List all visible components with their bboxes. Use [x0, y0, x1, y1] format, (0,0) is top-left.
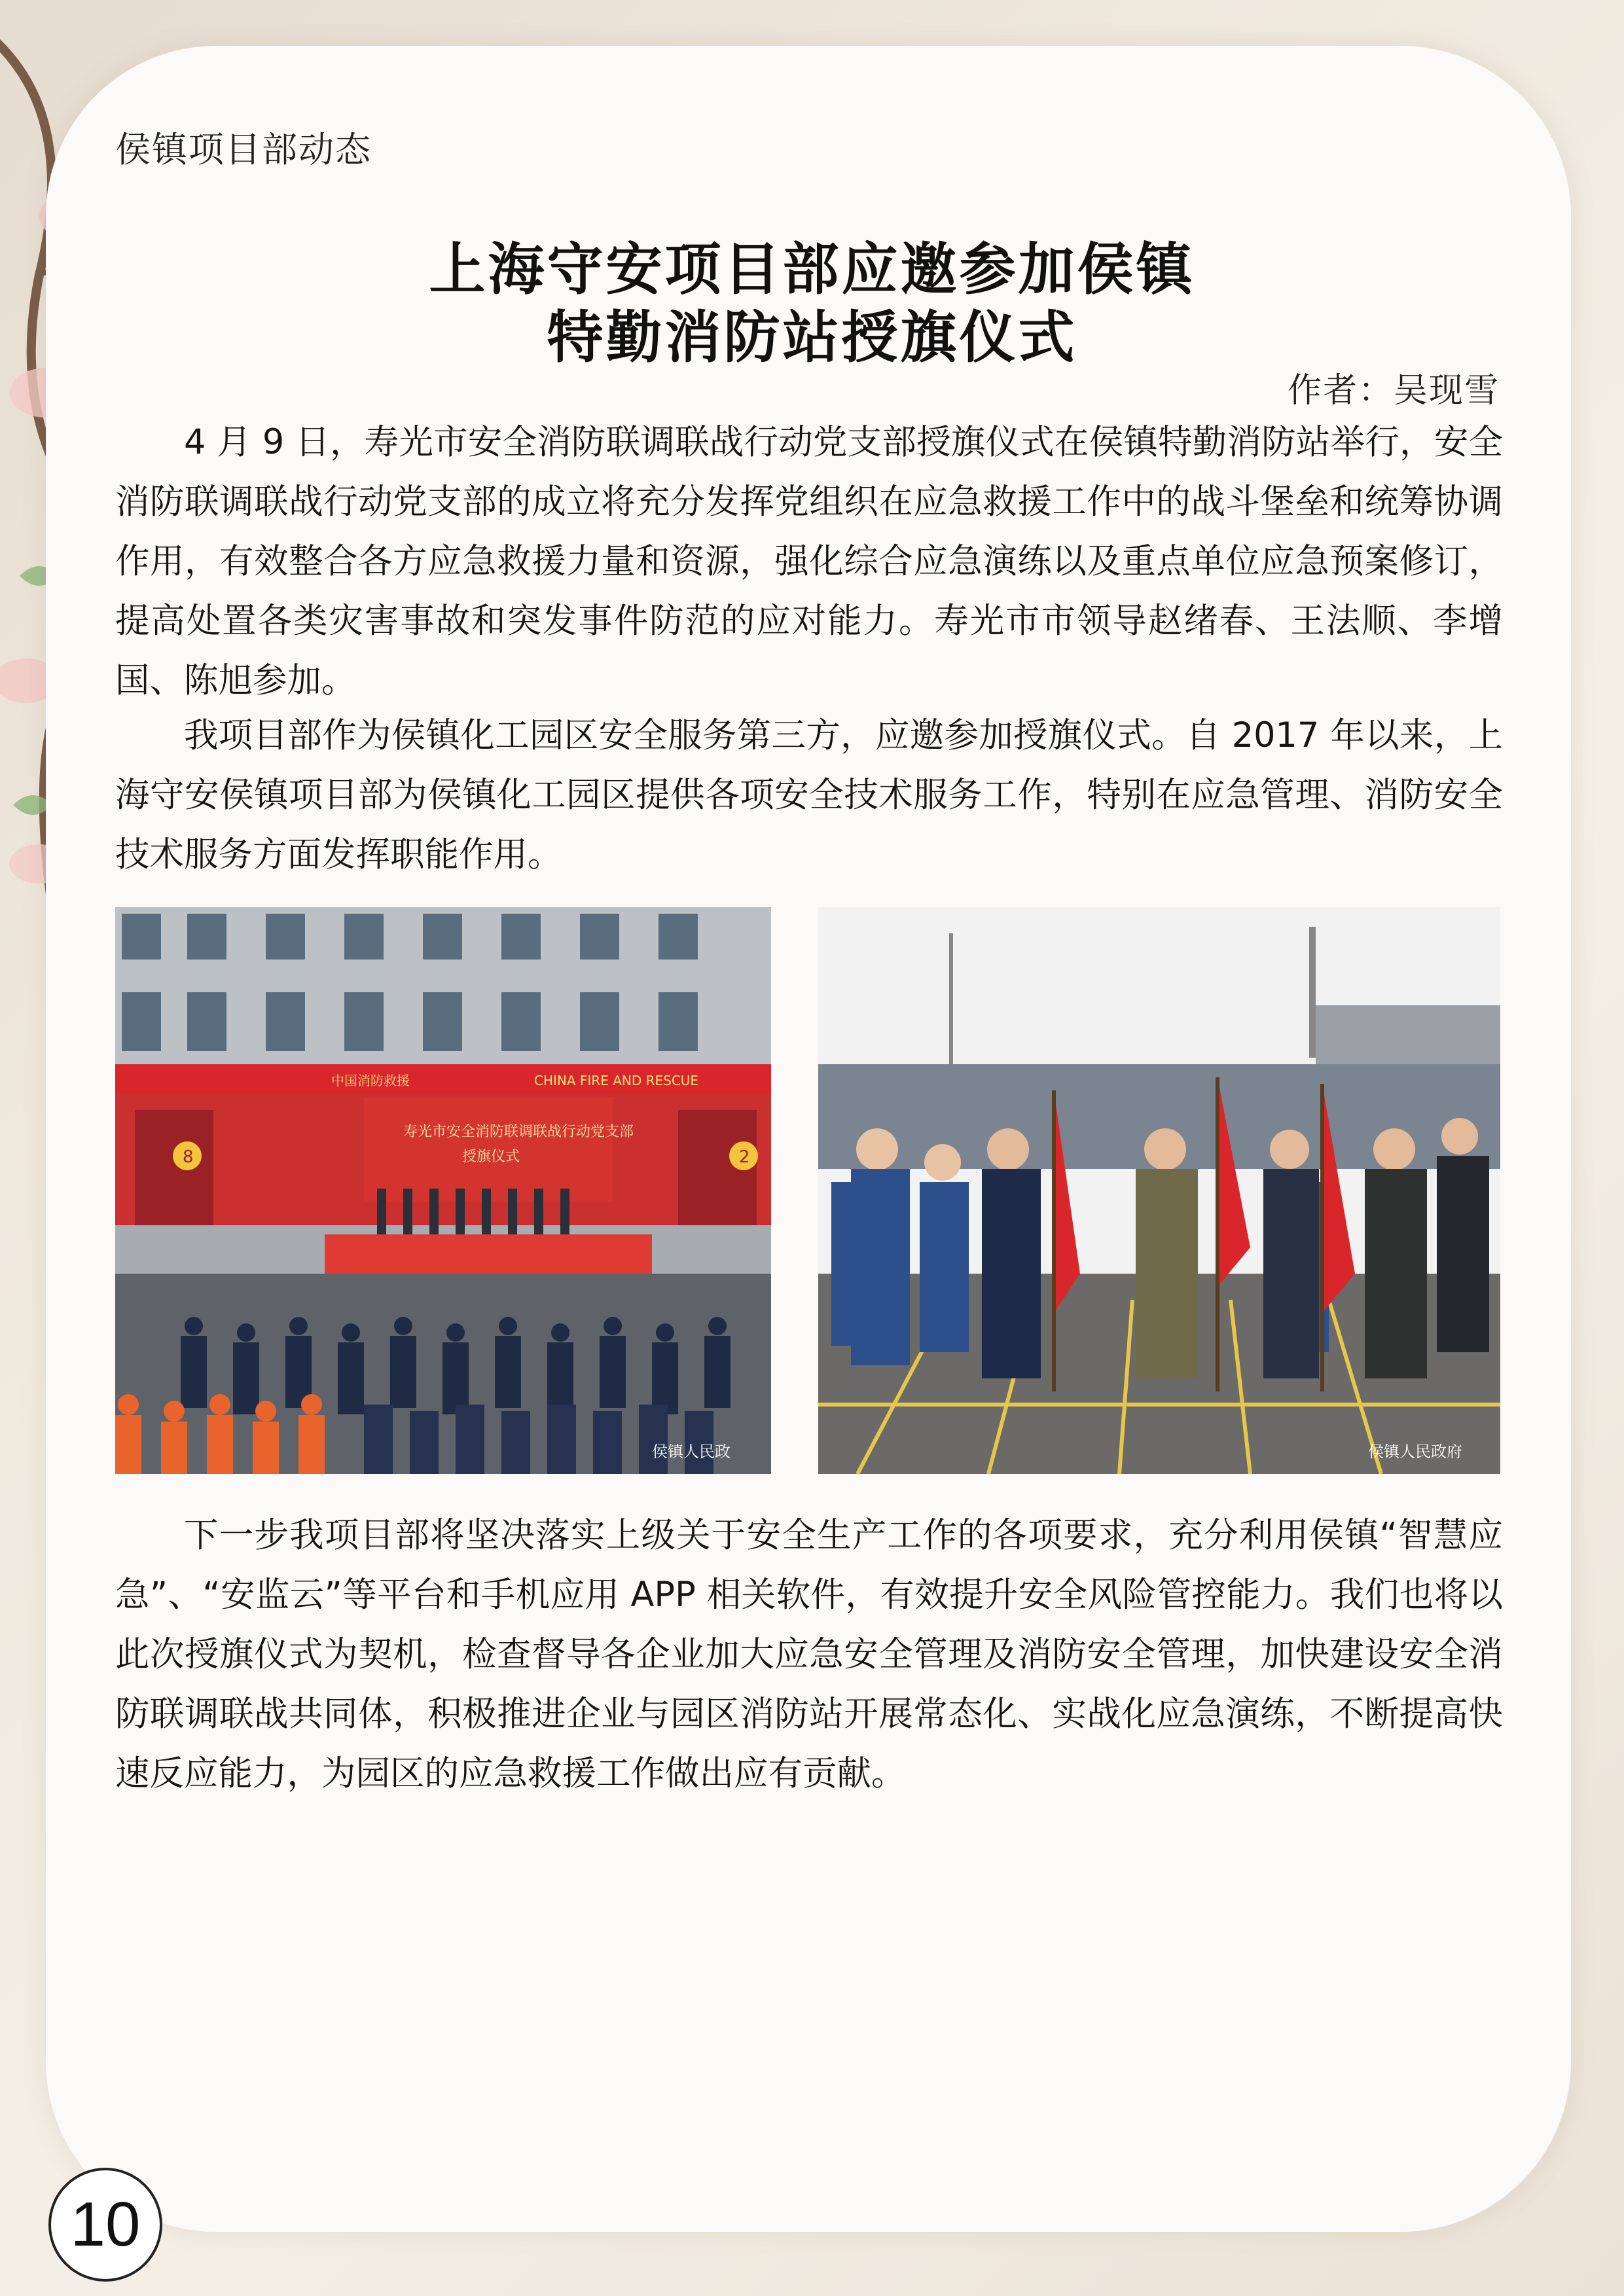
article-author: 作者：吴现雪: [1287, 371, 1500, 410]
paragraph-1: 4 月 9 日，寿光市安全消防联调联战行动党支部授旗仪式在侯镇特勤消防站举行，安全消防联调联战行动党支部的成立将充分发挥党组织在应急救援工作中的战斗堡垒和统筹协调作用，有效整合各方应急救援力量和资源，强化综合应急演练以及重点单位应急预案修订，提高处置各类灾害事故和突发事件防范的应对能力。寿光市市领导赵绪春、王法顺、李增国、陈旭参加。: [115, 422, 1503, 700]
photo-left-banner-cn: 中国消防救援: [331, 1073, 410, 1088]
article-title-line1: 上海守安项目部应邀参加侯镇: [429, 236, 1195, 302]
photo-ceremony-stage: [115, 907, 771, 1474]
article-title-line2: 特勤消防站授旗仪式: [547, 304, 1077, 370]
photo-right-watermark: 侯镇人民政府: [1368, 1443, 1462, 1461]
photo-left-stage-banner-2: 授旗仪式: [462, 1149, 520, 1165]
page-number: 10: [70, 2189, 141, 2259]
photo-left-banner-en: CHINA FIRE AND RESCUE: [534, 1073, 699, 1088]
paragraph-3: 下一步我项目部将坚决落实上级关于安全生产工作的各项要求，充分利用侯镇“智慧应急”、“安监云”等平台和手机应用 APP 相关软件，有效提升安全风险管控能力。我们也将以此次授旗仪式为契机，检查督导各企业加大应急安全管理及消防安全管理，加快建设安全消防联调联战共同体，积极推进企业与园区消防站开展常态化、实战化应急演练，不断提高快速反应能力，为园区的应急救援工作做出应有贡献。: [115, 1515, 1503, 1793]
photo-left-stage-banner-1: 寿光市安全消防联调联战行动党支部: [403, 1124, 634, 1140]
section-label: 侯镇项目部动态: [115, 129, 372, 170]
page-number-badge: [48, 2168, 162, 2282]
photo-flag-officials: [818, 907, 1500, 1474]
paragraph-2: 我项目部作为侯镇化工园区安全服务第三方，应邀参加授旗仪式。自 2017 年以来，上海守安侯镇项目部为侯镇化工园区提供各项安全技术服务工作，特别在应急管理、消防安全技术服务方面发挥职能作用。: [115, 715, 1503, 874]
photo-left-door-number-right: 2: [739, 1147, 750, 1167]
article-title: [0, 236, 1624, 372]
photo-left-watermark: 侯镇人民政: [652, 1443, 731, 1461]
photo-left-door-number-left: 8: [183, 1147, 194, 1167]
